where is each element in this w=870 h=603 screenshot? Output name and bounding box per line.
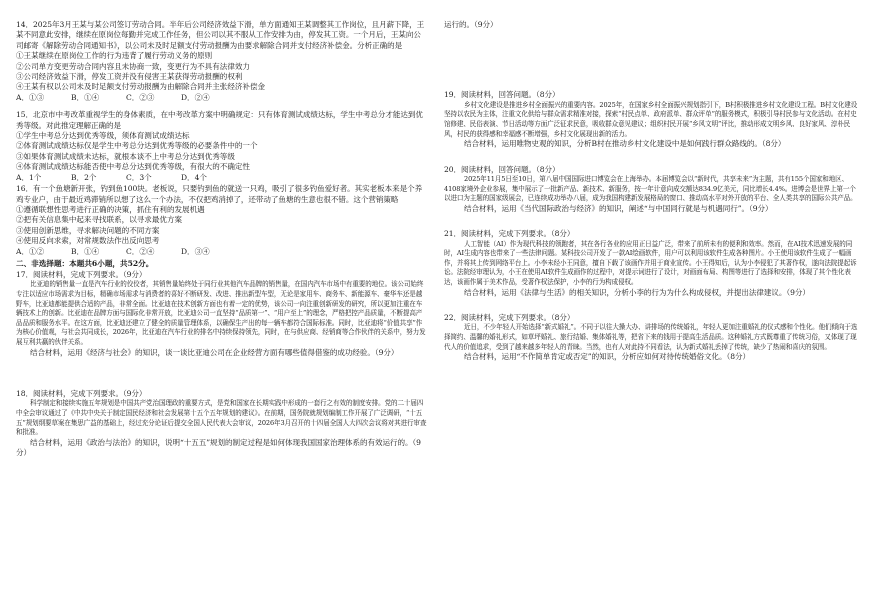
option-statement: ④使用反向求索，对常规数法作出反向思考 bbox=[16, 236, 160, 246]
choice-c: C．②④ bbox=[126, 246, 155, 256]
question-stem: 16．有一个鱼塘新开张，钓到鱼100块。老板说，只要钓到鱼的就送一只鸡，吸引了很多钓鱼爱好者。其实老板本来是个养鸡专业户，由于最近鸡滞销所以想了这么一个办法，不仅把鸡消掉了，还带动了鱼塘的生意也很不错。这个营销策略 bbox=[16, 184, 423, 204]
choice-a: A．①② bbox=[16, 246, 45, 256]
continued-text: 运行的。（9分） bbox=[444, 20, 498, 29]
answer-choices bbox=[16, 93, 428, 103]
question-20 bbox=[444, 165, 858, 215]
choice-b: B．2个 bbox=[71, 172, 97, 182]
option-statement: ④体育测试成绩达标能否使中考总分达到优秀等级，有很大的不确定性 bbox=[16, 162, 250, 172]
right-column bbox=[444, 20, 858, 597]
material-text: 比亚迪的销售量一直是汽车行业的佼佼者，其销售量始终处于同行业其他汽车品牌的销售量，在国内汽车市场中有重要的地位。该公司始终专注以适应市场需求为目标，精确市场需求与消费者的喜好不断研发、改进、推出新型车型，无论是家用车、商务车、新能源车、豪华车还是越野车，比亚迪都能提供合适的产品，非常全面。比亚迪在技术创新方面也有着一定的优势，该公司一向注重创新研发的研究，所以更加注重在车辆技术上的创新。比亚迪在品牌方面与国际化非常开放，比亚迪公司一直坚持“品质第一”、“用户至上”的理念，严格把控产品质量，不断提高产品品质和服务水平。在这方面，比亚迪还建立了健全的质量管理体系，以确保生产出的每一辆车都符合国际标准。同时，比亚迪将“价值共享”作为核心价值观，与社会共同成长，2026年，比亚迪在汽车行业的排名中持续保持领先，同时，在与供应商、经销商等合作伙伴的关系中，努力发展互利共赢的伙伴关系。 bbox=[16, 280, 426, 346]
question-ask: 结合材料，运用《政治与法治》的知识，说明“十五五”规划的制定过程是如何体现我国国家治理体系的有效运行的。（9分） bbox=[16, 437, 421, 458]
question-14 bbox=[16, 20, 428, 103]
choice-d: D．②④ bbox=[181, 92, 210, 102]
option-statement: ①王某继续在原岗位工作的行为违背了履行劳动义务的原则 bbox=[16, 51, 213, 61]
choice-a: A．1个 bbox=[16, 172, 42, 182]
question-ask: 结合材料，运用“不作简单肯定或否定”的知识，分析应如何对待传统婚俗文化。（8分） bbox=[464, 352, 750, 362]
choice-b: B．①④ bbox=[71, 92, 100, 102]
question-17 bbox=[16, 270, 428, 358]
question-stem: 15．北京市中考改革重视学生的身体素质，在中考改革方案中明确规定：只有体育测试成绩达标，学生中考总分才能达到优秀等级。对此推定理解正确的是 bbox=[16, 110, 423, 130]
question-stem: 14．2025年3月王某与某公司签订劳动合同。半年后公司经济效益下滑，单方面通知王某调整其工作岗位，且月薪下降，王某不同意此安排，继续在原岗位每勤并完成工作任务，但公司以其不服从工作安排为由，停发其工资。一个月后，王某向公司邮寄《解除劳动合同通知书》，以公司未及时足额支付劳动报酬为由要求解除合同并支付经济补偿金。分析正确的是 bbox=[16, 20, 425, 50]
question-head: 18．阅读材料，完成下列要求。（9分） bbox=[16, 388, 147, 398]
question-head: 20．阅读材料，回答问题。（8分） bbox=[444, 164, 560, 174]
question-18 bbox=[16, 389, 428, 459]
option-statement: ②把有关信息集中起来寻找联系，以寻求最优方案 bbox=[16, 215, 183, 225]
left-column bbox=[16, 20, 428, 597]
choice-d: D．4个 bbox=[181, 172, 207, 182]
option-statement: ①学生中考总分达到优秀等级，须体育测试成绩达标 bbox=[16, 131, 190, 141]
question-head: 17．阅读材料，完成下列要求。（9分） bbox=[16, 269, 147, 279]
choice-a: A．①③ bbox=[16, 92, 45, 102]
section-heading: 二、非选择题：本题共6小题，共52分。 bbox=[16, 258, 154, 268]
choice-c: C．3个 bbox=[126, 172, 152, 182]
question-19 bbox=[444, 90, 858, 149]
question-21 bbox=[444, 229, 858, 298]
question-22 bbox=[444, 313, 858, 363]
question-16 bbox=[16, 184, 428, 257]
material-text: 2025年11月5日至10日，第八届中国国际进口博览会在上海举办。本届博览会以“新时代，共享未来”为主题，共有155个国家和地区、4108家境外企业参展，集中展示了一批新产品、新技术、新服务，按一年计意向成交额达834.9亿美元，同比增长4.4%。进博会是世界上第一个以进口为主题的国家级展会，已连续成功举办八届，成为我国构建新发展格局的窗口、推动高水平对外开放的平台、全人类共享的国际公共产品。 bbox=[444, 175, 857, 203]
option-statement: ②体育测试成绩达标仅是学生中考总分达到优秀等级的必要条件中的一个 bbox=[16, 141, 258, 151]
material-text: 乡村文化建设是推进乡村全面振兴的重要内容。2025年，在国家乡村全面振兴规划指引下，B村积极推进乡村文化建设工程。B村文化建设坚持以农民为主体，注重文化供给与群众需求精准对接，探索“村民点单、政府派单、群众评单”的服务模式，积极引导村民参与文化活动。在村史馆修建、民俗表演、节日活动等方面广泛征求民意，吸收群众意见建议；组织村民开展“乡风文明”评比，推动形成文明乡风、良好家风、淳朴民风，村民的获得感和幸福感不断增强，乡村文化展现出新的活力。 bbox=[444, 100, 858, 138]
question-ask: 结合材料，运用唯物史观的知识，分析B村在推动乡村文化建设中是如何践行群众路线的。（8分） bbox=[464, 139, 786, 149]
option-statement: ③公司经济效益下滑，停发工资并没有侵害王某获得劳动报酬的权利 bbox=[16, 72, 243, 82]
option-statement: ③使用创新思维，寻求解决问题的不同方案 bbox=[16, 225, 160, 235]
material-text: 科学制定和接续实施五年规划是中国共产党治国理政的重要方式，是党和国家在长期实践中形成的一套行之有效的制度安排。党的二十届四中全会审议通过了《中共中央关于制定国民经济和社会发展第十五个五年规划的建议》。在前期，国务院就规划编制工作开展了广泛调研，“十五五”规划纲要草案在集思广益的基础上，经过充分论证后提交全国人民代表大会审议，2026年3月召开的十四届全国人大四次会议将对其进行审查和批准。 bbox=[16, 399, 427, 437]
material-text: 近日，不少年轻人开始选择“新式婚礼”。不同于以往大操大办、讲排场的传统婚礼，年轻人更加注重婚礼的仪式感和个性化。他们倾向于选择简约、温馨的婚礼形式，如草坪婚礼、旅行结婚、集体婚礼等，把省下来的钱用于提高生活品质。这种婚礼方式既尊重了传统习俗，又体现了现代人的价值追求，受到了越来越多年轻人的青睐。当然，也有人对此持不同看法，认为新式婚礼丢掉了传统，缺少了热闹和喜庆的氛围。 bbox=[444, 323, 858, 351]
question-ask: 结合材料，运用《当代国际政治与经济》的知识，阐述“与中国同行就是与机遇同行”。（9分） bbox=[464, 203, 773, 213]
question-ask: 结合材料，运用《经济与社会》的知识，谈一谈比亚迪公司在企业经营方面有哪些值得借鉴的成功经验。（9分） bbox=[30, 347, 399, 357]
material-text: 人工智能（AI）作为现代科技的领跑者，其在各行各业的应用正日益广泛，带来了前所未有的便利和效率。然而，在AI技术迅速发展的同时，AI生成内容也带来了一些法律问题。某科技公司开发了一款AI绘画软件，用户可以利用该软件生成各种图片。小王使用该软件生成了一幅画作，并将其上传到网络平台上。小李未经小王同意，擅自下载了该画作并用于商业宣传。小王得知后，认为小李侵犯了其著作权，遂向法院提起诉讼。法院经审理认为，小王在使用AI软件生成画作的过程中，对提示词进行了设计，对画面布局、构图等进行了选择和安排，体现了其个性化表达，该画作属于美术作品，受著作权法保护，小李的行为构成侵权。 bbox=[444, 239, 857, 286]
option-statement: ①遵循联想性思考进行正确的决策，抓住有利的发展机遇 bbox=[16, 204, 205, 214]
answer-choices bbox=[16, 247, 428, 257]
choice-b: B．①④ bbox=[71, 246, 100, 256]
question-head: 19．阅读材料，回答问题。（8分） bbox=[444, 90, 560, 100]
option-statement: ②公司单方变更劳动合同内容且未协商一致，变更行为不具有法律效力 bbox=[16, 61, 250, 71]
answer-choices bbox=[16, 173, 428, 183]
option-statement: ④王某有权以公司未及时足额支付劳动报酬为由解除合同并主张经济补偿金 bbox=[16, 82, 266, 92]
choice-d: D．③④ bbox=[181, 246, 210, 256]
question-head: 21．阅读材料，完成下列要求。（8分） bbox=[444, 229, 575, 239]
option-statement: ③如果体育测试成绩未达标，就根本谈不上中考总分达到优秀等级 bbox=[16, 151, 235, 161]
question-15 bbox=[16, 110, 428, 183]
question-ask: 结合材料，运用《法律与生活》的相关知识，分析小李的行为为什么构成侵权，并提出法律建议。（9分） bbox=[464, 287, 810, 297]
choice-c: C．②③ bbox=[126, 92, 155, 102]
question-head: 22．阅读材料，完成下列要求。（8分） bbox=[444, 312, 575, 322]
